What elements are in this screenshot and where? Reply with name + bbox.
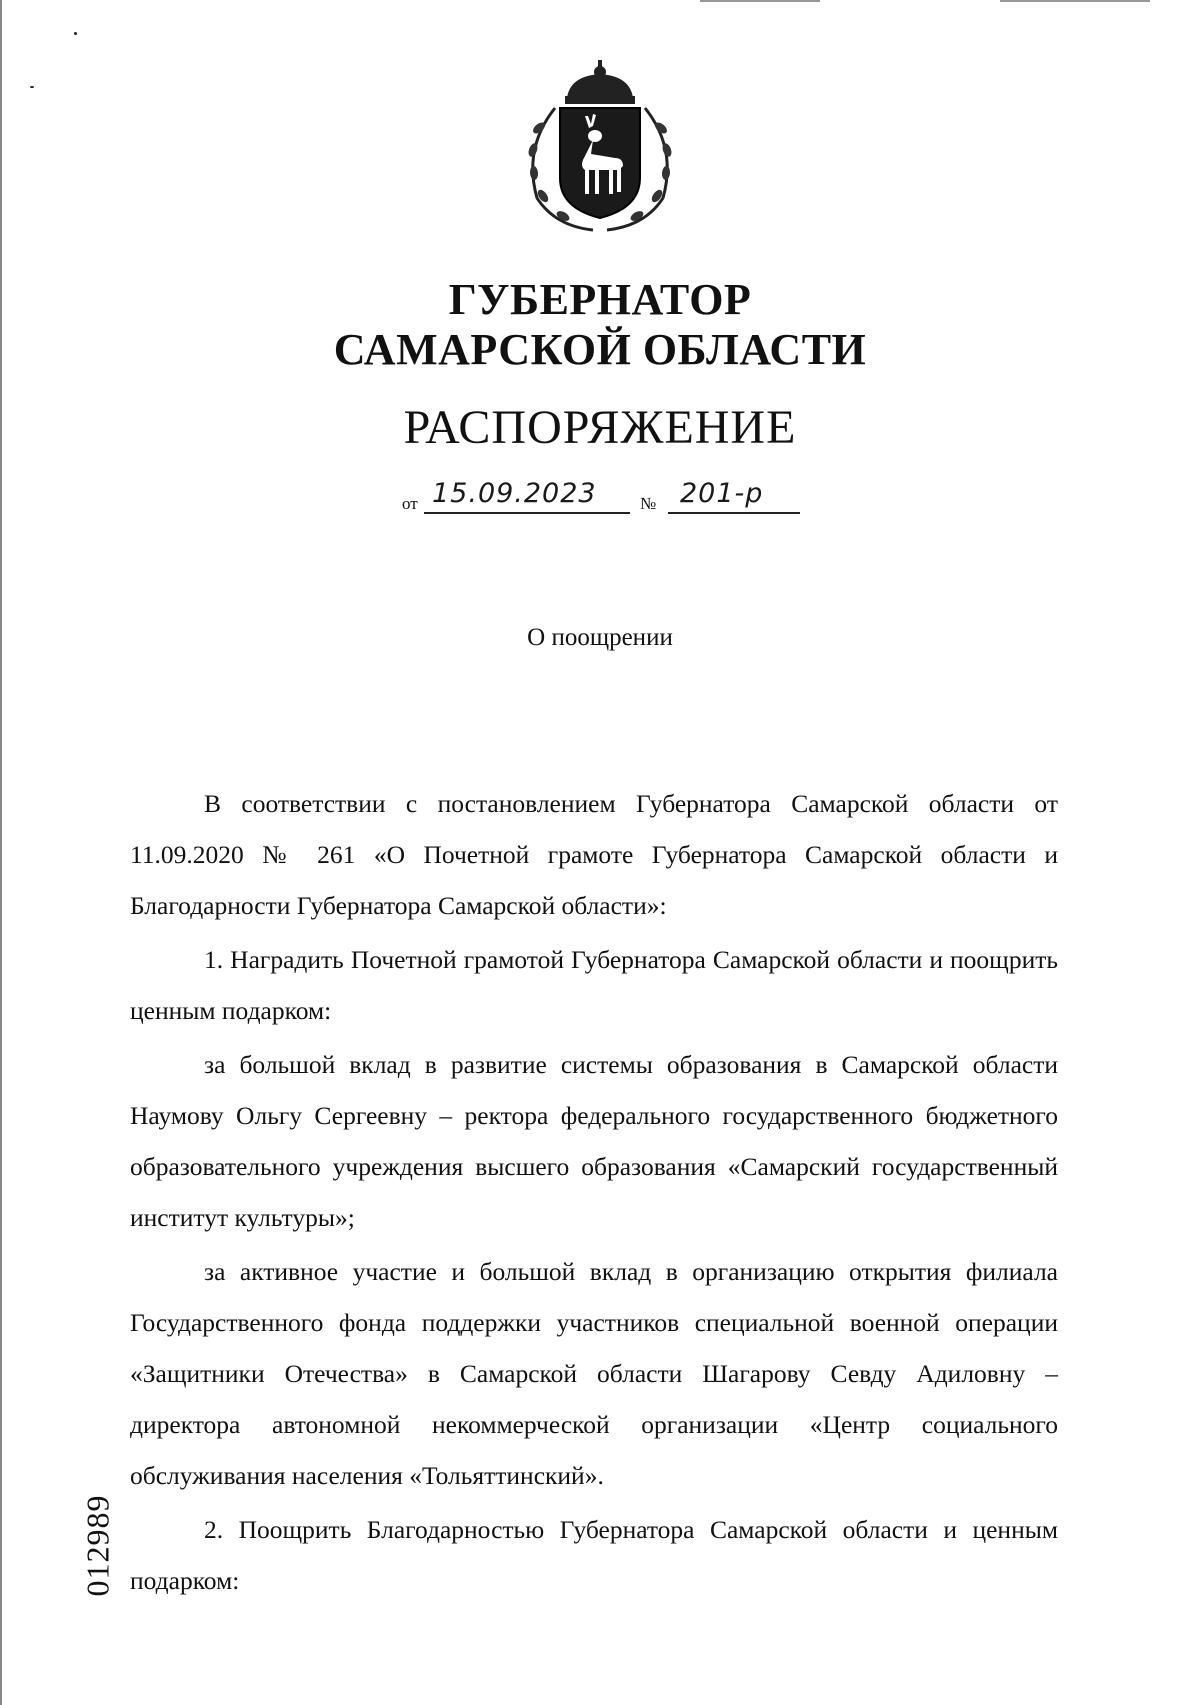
date-label: от [402, 494, 418, 513]
org-title-line2: САМАРСКОЙ ОБЛАСТИ [333, 325, 867, 374]
item-1-intro: 1. Наградить Почетной грамотой Губернатора Самарской области и поощрить ценным подарком: [130, 945, 1058, 1025]
org-title-line1: ГУБЕРНАТОР [448, 275, 752, 324]
number-underline [668, 512, 800, 514]
scan-edge-top [700, 0, 820, 2]
date-underline [424, 512, 630, 514]
item-1-award-a: за большой вклад в развитие системы образования в Самарской области Наумову Ольгу Сергеевну – ректора федерального государственного бюджетного образовательного учреждения высшего образования «Самарский государственный институт культуры»; [130, 1050, 1058, 1232]
number-label: № [640, 494, 657, 513]
date-number-line [0, 478, 1200, 518]
coat-of-arms-icon [515, 58, 685, 238]
scan-speck [74, 32, 77, 35]
margin-serial-text: 012989 [79, 1494, 116, 1596]
subject-line: О поощрении [527, 624, 673, 651]
preamble-paragraph: В соответствии с постановлением Губернатора Самарской области от 11.09.2020 № 261 «О Почетной грамоте Губернатора Самарской области и Благодарности Губернатора Самарской области»: [130, 789, 1058, 920]
item-1-award-b: за активное участие и большой вклад в организацию открытия филиала Государственного фонда поддержки участников специальной военной операции «Защитники Отечества» в Самарской области Шагарову Севду Адиловну – директора автономной некоммерческой организации «Центр социального обслуживания населения «Тольяттинский». [130, 1257, 1058, 1490]
number-value: 201-р [680, 478, 764, 509]
item-2-intro: 2. Поощрить Благодарностью Губернатора Самарской области и ценным подарком: [130, 1515, 1058, 1595]
scan-edge-top [1000, 0, 1150, 2]
order-body [130, 778, 1058, 1606]
scan-edge [0, 0, 2, 1705]
date-value: 15.09.2023 [432, 478, 597, 509]
margin-serial-number [72, 1470, 124, 1620]
document-type: РАСПОРЯЖЕНИЕ [403, 401, 797, 454]
scan-speck [30, 86, 34, 88]
